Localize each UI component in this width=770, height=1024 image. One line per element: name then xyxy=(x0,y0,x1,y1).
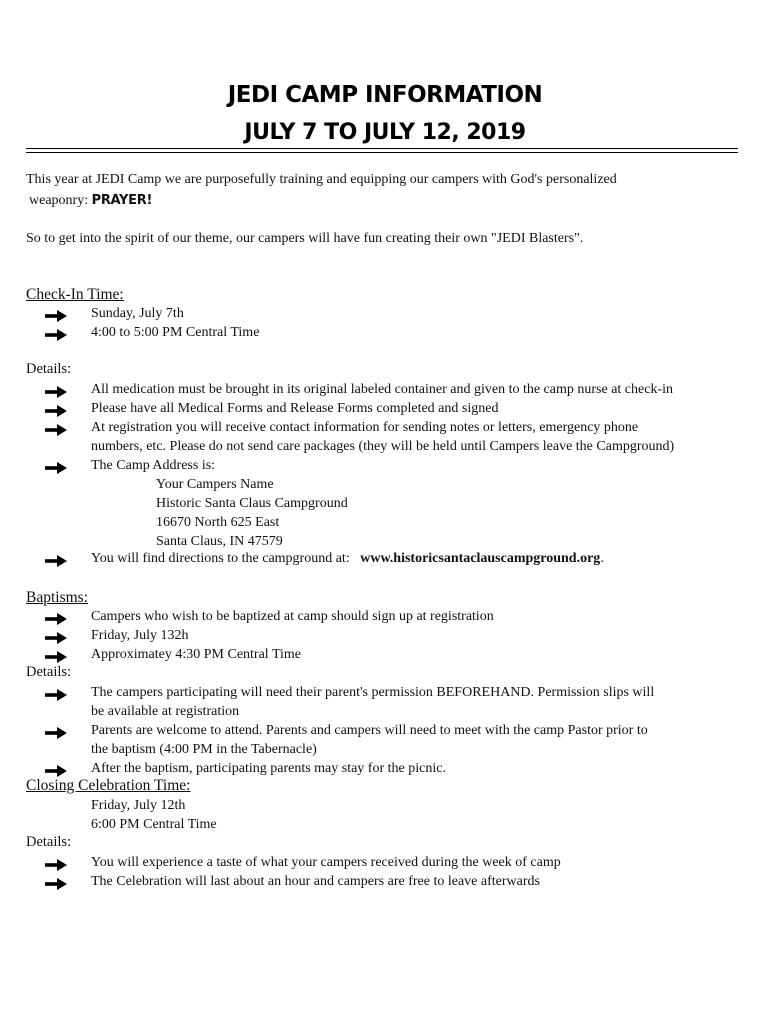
address-line: 16670 North 625 East xyxy=(156,515,280,530)
arrow-icon xyxy=(45,462,69,474)
intro-line-1: This year at JEDI Camp we are purposefully training and equipping our campers with God's personalized xyxy=(26,172,617,187)
intro-theme: So to get into the spirit of our theme, our campers will have fun creating their own "JEDI Blasters". xyxy=(26,231,584,246)
closing-item: 6:00 PM Central Time xyxy=(91,817,217,832)
arrow-icon xyxy=(45,310,69,322)
title-rule-top xyxy=(26,148,738,149)
closing-detail: The Celebration will last about an hour and campers are free to leave afterwards xyxy=(91,874,540,889)
baptisms-detail: Parents are welcome to attend. Parents and campers will need to meet with the camp Pastor prior to xyxy=(91,723,648,738)
baptisms-detail-continued: the baptism (4:00 PM in the Tabernacle) xyxy=(91,742,317,757)
baptisms-detail: The campers participating will need their parent's permission BEFOREHAND. Permission slips will xyxy=(91,685,655,700)
closing-item: Friday, July 12th xyxy=(91,798,186,813)
arrow-icon xyxy=(45,689,69,701)
intro-line-2-prefix: weaponry: xyxy=(29,193,92,208)
address-line: Your Campers Name xyxy=(156,477,274,492)
arrow-icon xyxy=(45,405,69,417)
title-rule-bottom xyxy=(26,152,738,153)
directions-line xyxy=(91,550,604,568)
arrow-icon xyxy=(45,632,69,644)
baptisms-heading: Baptisms: xyxy=(26,589,89,606)
directions-prefix: You will find directions to the campground at: xyxy=(91,551,361,566)
arrow-icon xyxy=(45,386,69,398)
arrow-icon xyxy=(45,329,69,341)
arrow-icon xyxy=(45,727,69,739)
checkin-detail: All medication must be brought in its original labeled container and given to the camp nurse at check-in xyxy=(91,382,673,397)
closing-details-label: Details: xyxy=(26,834,72,850)
arrow-icon xyxy=(45,651,69,663)
baptisms-item: Friday, July 132h xyxy=(91,628,189,643)
baptisms-detail-continued: be available at registration xyxy=(91,704,240,719)
checkin-detail: At registration you will receive contact information for sending notes or letters, emergency phone xyxy=(91,420,639,435)
arrow-icon xyxy=(45,859,69,871)
checkin-detail: The Camp Address is: xyxy=(91,458,216,473)
checkin-item: 4:00 to 5:00 PM Central Time xyxy=(91,325,260,340)
checkin-item: Sunday, July 7th xyxy=(91,306,184,321)
arrow-icon xyxy=(45,613,69,625)
baptisms-detail: After the baptism, participating parents may stay for the picnic. xyxy=(91,761,446,776)
address-line: Historic Santa Claus Campground xyxy=(156,496,348,511)
prayer-emphasis: PRAYER! xyxy=(91,193,153,208)
address-line: Santa Claus, IN 47579 xyxy=(156,534,283,549)
intro-line-2 xyxy=(29,192,152,210)
baptisms-details-label: Details: xyxy=(26,664,72,680)
arrow-icon xyxy=(45,555,69,567)
baptisms-item: Campers who wish to be baptized at camp should sign up at registration xyxy=(91,609,494,624)
checkin-detail: Please have all Medical Forms and Release Forms completed and signed xyxy=(91,401,499,416)
checkin-detail-continued: numbers, etc. Please do not send care packages (they will be held until Campers leave the Campground) xyxy=(91,439,675,454)
document-title: JEDI CAMP INFORMATION xyxy=(227,82,543,108)
closing-detail: You will experience a taste of what your campers received during the week of camp xyxy=(91,855,561,870)
arrow-icon xyxy=(45,878,69,890)
checkin-heading: Check-In Time: xyxy=(26,286,124,303)
document-subtitle: JULY 7 TO JULY 12, 2019 xyxy=(244,120,526,145)
campground-url-link[interactable]: www.historicsantaclauscampground.org xyxy=(360,551,601,566)
arrow-icon xyxy=(45,765,69,777)
closing-heading: Closing Celebration Time: xyxy=(26,777,191,794)
checkin-details-label: Details: xyxy=(26,361,72,377)
arrow-icon xyxy=(45,424,69,436)
baptisms-item: Approximatey 4:30 PM Central Time xyxy=(91,647,301,662)
directions-suffix: . xyxy=(600,551,604,566)
